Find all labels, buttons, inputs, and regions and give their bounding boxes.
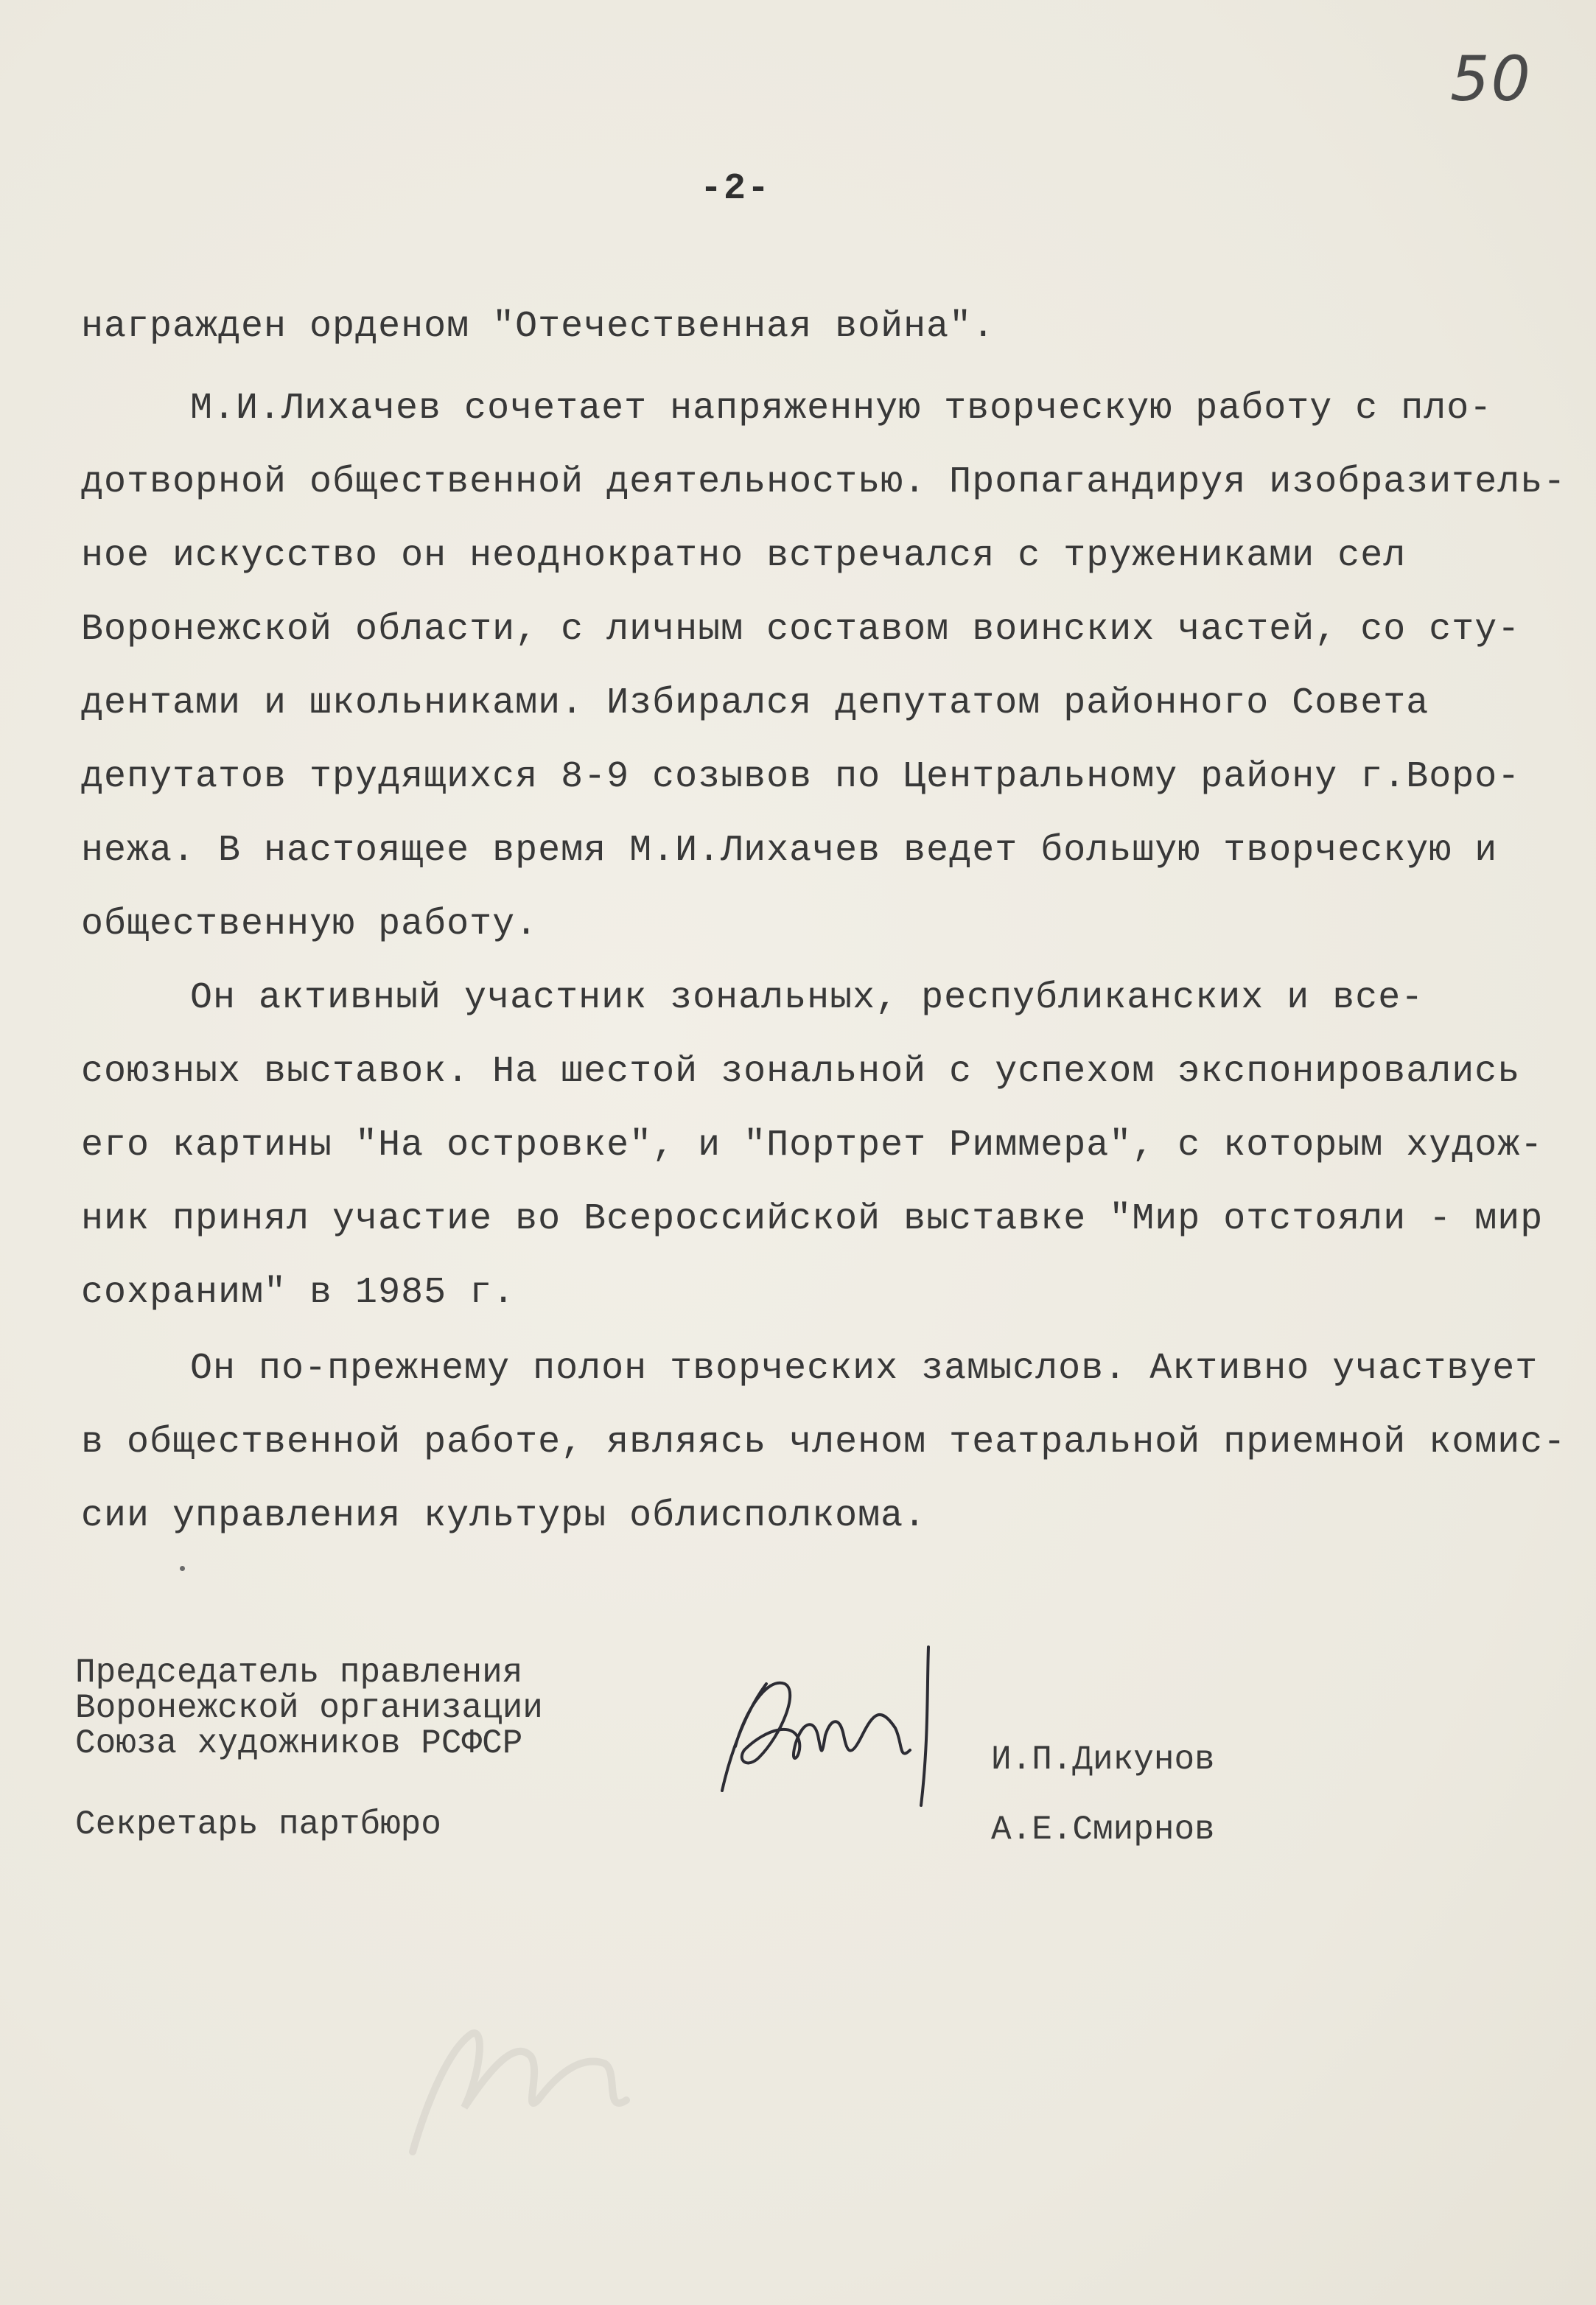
text-line: Он активный участник зональных, республиканских и все- [190, 977, 1424, 1019]
text-line: общественную работу. [81, 903, 539, 945]
text-line: депутатов трудящихся 8-9 созывов по Центральному району г.Воро- [81, 756, 1521, 798]
chairman-title-line-3: Союза художников РСФСР [75, 1724, 523, 1763]
text-line: Воронежской области, с личным составом воинских частей, со сту- [81, 609, 1521, 651]
text-line: М.И.Лихачев сочетает напряженную творческую работу с пло- [190, 388, 1493, 430]
chairman-title-line-2: Воронежской организации [75, 1689, 543, 1727]
chairman-title-line-1: Председатель правления [75, 1654, 523, 1692]
page-number: -2- [700, 168, 771, 210]
text-line: ник принял участие во Всероссийской выставке "Мир отстояли - мир [81, 1198, 1544, 1240]
ink-dot [180, 1566, 185, 1571]
text-line: Он по-прежнему полон творческих замыслов. Активно участвует [190, 1348, 1539, 1390]
text-line: нежа. В настоящее время М.И.Лихачев ведет большую творческую и [81, 830, 1498, 872]
secretary-name: А.Е.Смирнов [991, 1811, 1215, 1849]
text-line: награжден орденом "Отечественная война". [81, 306, 995, 348]
text-line: дотворной общественной деятельностью. Пропагандируя изобразитель- [81, 461, 1567, 503]
text-line: дентами и школьниками. Избирался депутатом районного Совета [81, 682, 1429, 724]
secretary-title: Секретарь партбюро [75, 1805, 441, 1844]
archive-page-number: 50 [1450, 43, 1532, 115]
text-line: сохраним" в 1985 г. [81, 1272, 516, 1314]
text-line: в общественной работе, являясь членом театральной приемной комис- [81, 1421, 1567, 1463]
text-line: ное искусство он неоднократно встречался с тружениками сел [81, 535, 1407, 577]
faint-stamp-watermark [383, 1990, 648, 2181]
text-line: сии управления культуры облисполкома. [81, 1495, 927, 1537]
handwritten-signature [715, 1632, 958, 1816]
text-line: его картины "На островке", и "Портрет Риммера", с которым худож- [81, 1124, 1544, 1167]
chairman-name: И.П.Дикунов [991, 1741, 1215, 1779]
text-line: союзных выставок. На шестой зональной с успехом экспонировались [81, 1051, 1521, 1093]
